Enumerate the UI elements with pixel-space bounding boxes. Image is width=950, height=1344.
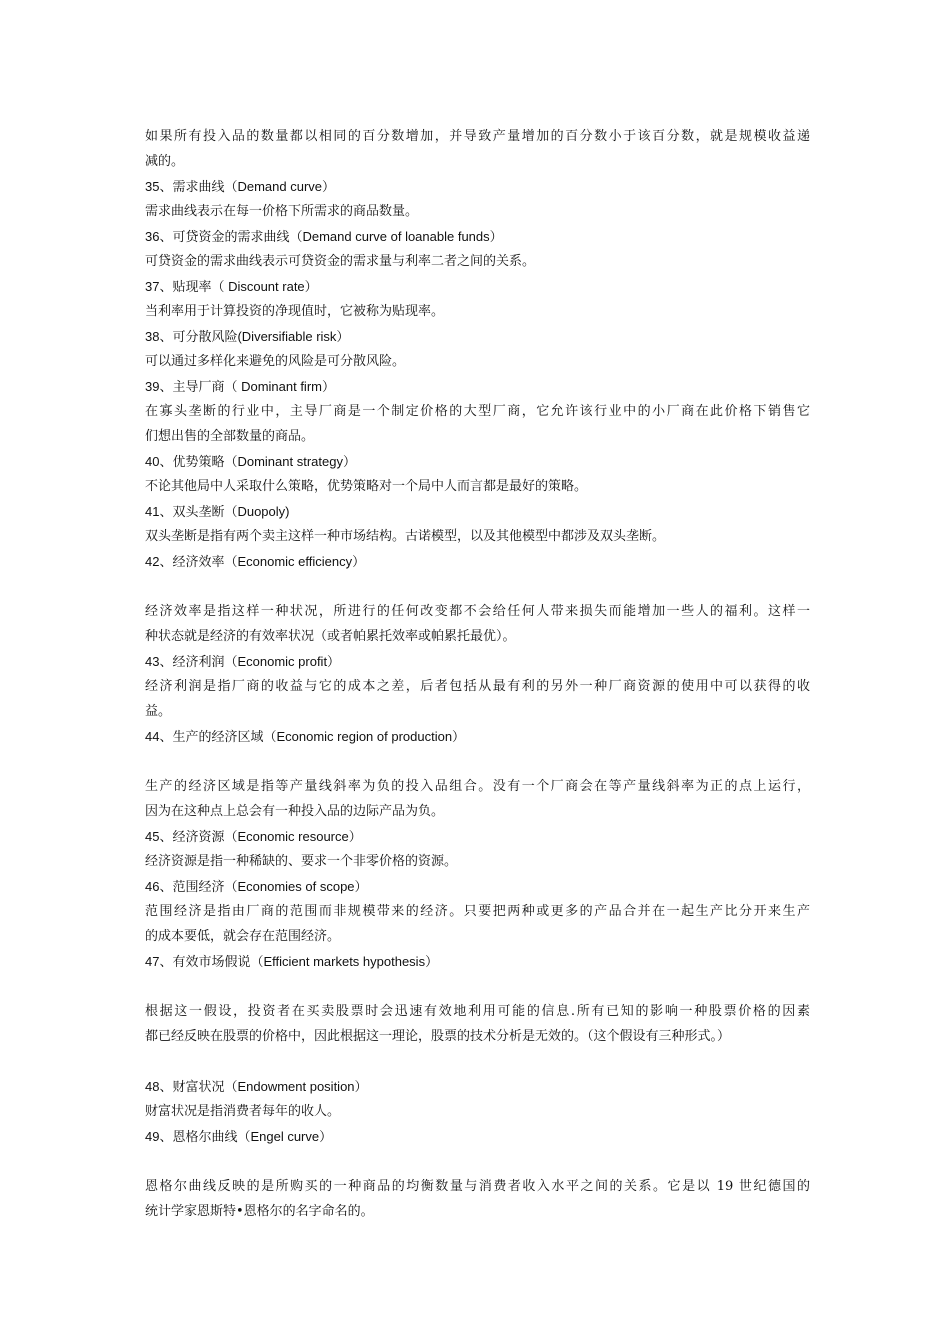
definition-line: 经济资源是指一种稀缺的、要求一个非零价格的资源。 (145, 854, 458, 869)
blank-line (145, 749, 810, 774)
term-heading: 36、可贷资金的需求曲线（Demand curve of loanable funds） (145, 229, 503, 244)
definition-line: 双头垄断是指有两个卖主这样一种市场结构。古诺模型，以及其他模型中都涉及双头垄断。 (145, 529, 666, 544)
term-heading: 39、主导厂商（ Dominant firm） (145, 379, 335, 394)
term-heading: 45、经济资源（Economic resource） (145, 829, 362, 844)
blank-line (145, 974, 810, 999)
term-heading: 46、范围经济（Economies of scope） (145, 879, 368, 894)
term-heading: 40、优势策略（Dominant strategy） (145, 454, 356, 469)
definition-line: 根据这一假设，投资者在买卖股票时会迅速有效地利用可能的信息.所有已知的影响一种股票价格的因素 (145, 1004, 810, 1019)
definition-line: 需求曲线表示在每一价格下所需求的商品数量。 (145, 204, 419, 219)
blank-line (145, 1149, 810, 1174)
definition-line: 的成本要低，就会存在范围经济。 (145, 929, 341, 944)
definition-line: 都已经反映在股票的价格中，因此根据这一理论，股票的技术分析是无效的。（这个假设有三种形式。） (145, 1029, 731, 1044)
definition-line: 不论其他局中人采取什么策略，优势策略对一个局中人而言都是最好的策略。 (145, 479, 588, 494)
term-heading: 37、贴现率（ Discount rate） (145, 279, 318, 294)
definition-line: 因为在这种点上总会有一种投入品的边际产品为负。 (145, 804, 445, 819)
definition-line: 统计学家恩斯特•恩格尔的名字命名的。 (145, 1204, 374, 1219)
document-body (145, 124, 810, 1224)
term-heading: 42、经济效率（Economic efficiency） (145, 554, 366, 569)
definition-line: 经济效率是指这样一种状况，所进行的任何改变都不会给任何人带来损失而能增加一些人的福利。这样一 (145, 604, 810, 619)
term-heading: 47、有效市场假说（Efficient markets hypothesis） (145, 954, 439, 969)
blank-line (145, 574, 810, 599)
definition-line: 可贷资金的需求曲线表示可贷资金的需求量与利率二者之间的关系。 (145, 254, 536, 269)
definition-line: 经济利润是指厂商的收益与它的成本之差，后者包括从最有利的另外一种厂商资源的使用中可以获得的收 (145, 679, 810, 694)
definition-line: 生产的经济区域是指等产量线斜率为负的投入品组合。没有一个厂商会在等产量线斜率为正的点上运行， (145, 779, 810, 794)
term-heading: 48、财富状况（Endowment position） (145, 1079, 368, 1094)
term-heading: 44、生产的经济区域（Economic region of production） (145, 729, 466, 744)
definition-line: 们想出售的全部数量的商品。 (145, 429, 315, 444)
blank-line (145, 1049, 810, 1074)
term-heading: 49、恩格尔曲线（Engel curve） (145, 1129, 333, 1144)
term-heading: 35、需求曲线（Demand curve） (145, 179, 335, 194)
definition-line: 财富状况是指消费者每年的收人。 (145, 1104, 341, 1119)
definition-line: 在寡头垄断的行业中，主导厂商是一个制定价格的大型厂商，它允许该行业中的小厂商在此价格下销售它 (145, 404, 810, 419)
definition-line: 如果所有投入品的数量都以相同的百分数增加，并导致产量增加的百分数小于该百分数，就是规模收益递 (145, 129, 810, 144)
definition-line: 范围经济是指由厂商的范围而非规模带来的经济。只要把两种或更多的产品合并在一起生产比分开来生产 (145, 904, 810, 919)
term-heading: 41、双头垄断（Duopoly) (145, 504, 290, 519)
term-heading: 38、可分散风险(Diversifiable risk） (145, 329, 350, 344)
definition-line: 当利率用于计算投资的净现值时，它被称为贴现率。 (145, 304, 445, 319)
term-heading: 43、经济利润（Economic profit） (145, 654, 341, 669)
definition-line: 恩格尔曲线反映的是所购买的一种商品的均衡数量与消费者收入水平之间的关系。它是以 19 世纪德国的 (145, 1179, 810, 1194)
definition-line: 种状态就是经济的有效率状况（或者帕累托效率或帕累托最优）。 (145, 629, 516, 644)
definition-line: 可以通过多样化来避免的风险是可分散风险。 (145, 354, 406, 369)
definition-line: 益。 (145, 704, 172, 719)
definition-line: 减的。 (145, 154, 185, 169)
